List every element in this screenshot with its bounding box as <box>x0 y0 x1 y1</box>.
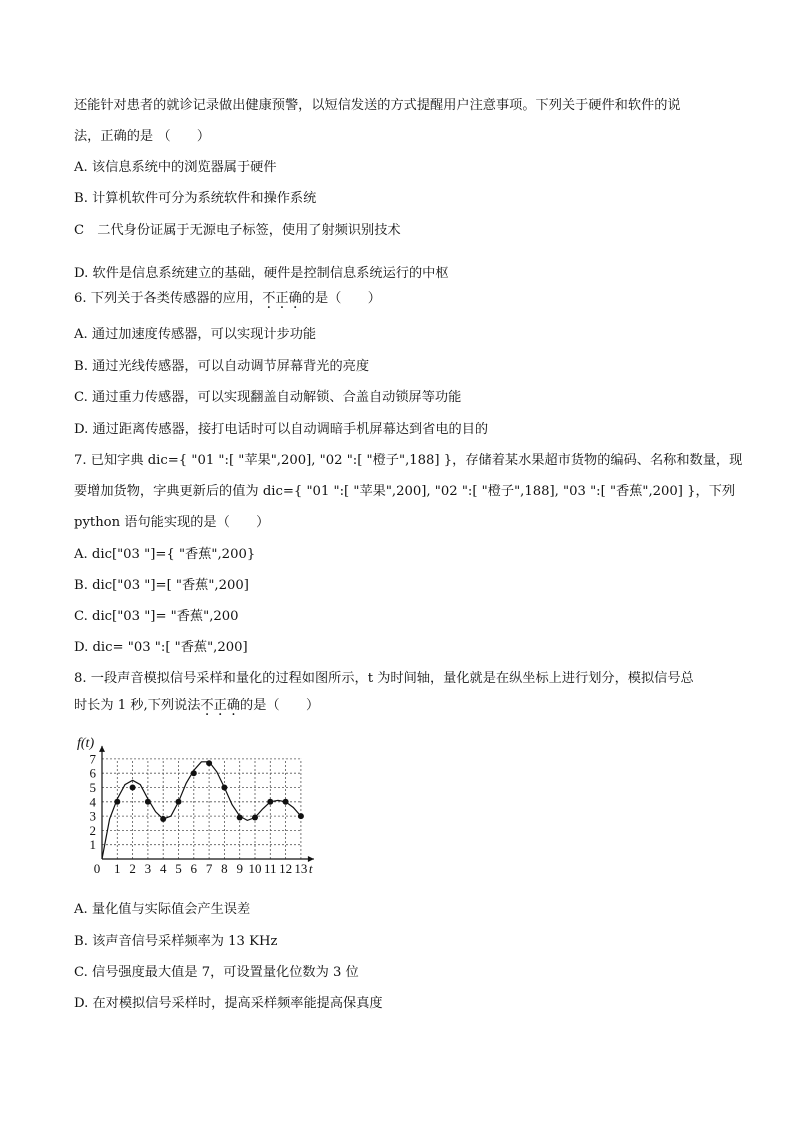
q5-option-a: A. 该信息系统中的浏览器属于硬件 <box>74 160 277 175</box>
q8-option-d: D. 在对模拟信号采样时，提高采样频率能提高保真度 <box>74 996 383 1011</box>
q5-stem-line1: 还能针对患者的就诊记录做出健康预警，以短信发送的方式提醒用户注意事项。下列关于硬件和软件的说 <box>74 98 681 113</box>
x-tick-label: 6 <box>190 861 198 876</box>
y-tick-label: 6 <box>89 765 96 781</box>
sample-point <box>298 813 304 819</box>
y-tick-label: 3 <box>89 808 96 824</box>
x-tick-label: 4 <box>159 861 167 876</box>
sample-point <box>221 785 227 791</box>
sample-point <box>114 799 120 805</box>
y-tick-label: 4 <box>89 794 96 810</box>
q8-stem-pre: 时长为 1 秒,下列说法 <box>74 698 201 713</box>
q5-option-d: D. 软件是信息系统建立的基础，硬件是控制信息系统运行的中枢 <box>74 266 449 281</box>
x-tick-label: 7 <box>205 861 213 876</box>
y-axis-arrow <box>99 746 105 752</box>
x-tick-label: 2 <box>129 861 136 876</box>
y-axis-label: f(t) <box>77 736 95 751</box>
x-tick-label: 9 <box>236 861 243 876</box>
x-tick-label: 3 <box>144 861 152 876</box>
x-axis-label: t <box>308 861 313 876</box>
x-tick-label: 1 <box>114 861 121 876</box>
q6-stem-pre: 6. 下列关于各类传感器的应用， <box>74 291 263 306</box>
q7-option-b: B. dic["03 "]=[ "香蕉",200] <box>74 578 249 593</box>
q6-stem-emphasis <box>262 291 302 306</box>
q6-option-b: B. 通过光线传感器，可以自动调节屏幕背光的亮度 <box>74 359 370 374</box>
q6-option-a: A. 通过加速度传感器，可以实现计步功能 <box>74 327 317 342</box>
q7-stem-line2: 要增加货物，字典更新后的值为 dic={ "01 ":[ "苹果",200], "02 ":[ "橙子",188], "03 ":[ "香蕉",200] }，下列 <box>74 484 736 499</box>
sample-point <box>176 799 182 805</box>
q8-option-a: A. 量化值与实际值会产生误差 <box>74 902 251 917</box>
sample-point <box>145 799 151 805</box>
q8-stem-emphasis <box>200 698 240 713</box>
emphasis-char: 正 <box>275 291 289 306</box>
x-tick-label: 11 <box>264 861 277 876</box>
q8-option-c: C. 信号强度最大值是 7，可设置量化位数为 3 位 <box>74 965 359 980</box>
emphasis-char: 确 <box>226 698 241 713</box>
x-tick-label: 13 <box>294 861 308 876</box>
q7-stem-line1: 7. 已知字典 dic={ "01 ":[ "苹果",200], "02 ":[ "橙子",188] }，存储着某水果超市货物的编码、名称和数量，现 <box>74 453 743 468</box>
x-tick-label: 8 <box>221 861 228 876</box>
q5-option-b: B. 计算机软件可分为系统软件和操作系统 <box>74 191 317 206</box>
q5-option-c: C 二代身份证属于无源电子标签，使用了射频识别技术 <box>74 223 401 238</box>
q6-stem <box>74 290 381 308</box>
y-tick-label: 5 <box>89 780 96 795</box>
sampling-chart <box>72 728 332 880</box>
q8-stem-post: 的是（ ） <box>240 698 320 713</box>
sample-point <box>267 799 273 805</box>
sample-point <box>237 815 243 821</box>
q7-option-a: A. dic["03 "]={ "香蕉",200} <box>74 547 256 562</box>
chart-tick-labels <box>77 736 313 876</box>
q7-stem-line3: python 语句能实现的是（ ） <box>74 515 270 530</box>
x-tick-label: 10 <box>248 861 262 876</box>
emphasis-char: 不 <box>200 698 214 713</box>
sample-point <box>191 770 197 776</box>
y-tick-label: 1 <box>89 837 96 853</box>
chart-grid <box>102 759 301 859</box>
sample-point <box>130 785 136 791</box>
emphasis-char: 不 <box>262 291 276 306</box>
q8-stem-line2 <box>74 697 319 715</box>
sample-point <box>160 816 166 822</box>
q5-stem-line2: 法，正确的是 （ ） <box>74 129 211 144</box>
q8-stem-line1: 8. 一段声音模拟信号采样和量化的过程如图所示，t 为时间轴，量化就是在纵坐标上进行划分，模拟信号总 <box>74 671 694 686</box>
x-tick-label: 5 <box>175 861 182 876</box>
emphasis-char: 确 <box>288 291 302 306</box>
sample-point <box>252 815 258 821</box>
q6-option-d: D. 通过距离传感器，接打电话时可以自动调暗手机屏幕达到省电的目的 <box>74 422 489 437</box>
q6-stem-post: 的是（ ） <box>301 291 381 306</box>
sample-point <box>206 760 212 766</box>
y-tick-label: 2 <box>89 822 96 838</box>
q6-option-c: C. 通过重力传感器，可以实现翻盖自动解锁、合盖自动锁屏等功能 <box>74 390 462 405</box>
sample-point <box>283 799 289 805</box>
q7-option-d: D. dic= "03 ":[ "香蕉",200] <box>74 640 248 655</box>
y-tick-label: 7 <box>89 751 96 767</box>
x-tick-label: 12 <box>279 861 293 876</box>
emphasis-char: 正 <box>213 698 227 713</box>
q7-option-c: C. dic["03 "]= "香蕉",200 <box>74 609 239 624</box>
x-tick-label: 0 <box>93 861 101 876</box>
q8-option-b: B. 该声音信号采样频率为 13 KHz <box>74 934 278 949</box>
